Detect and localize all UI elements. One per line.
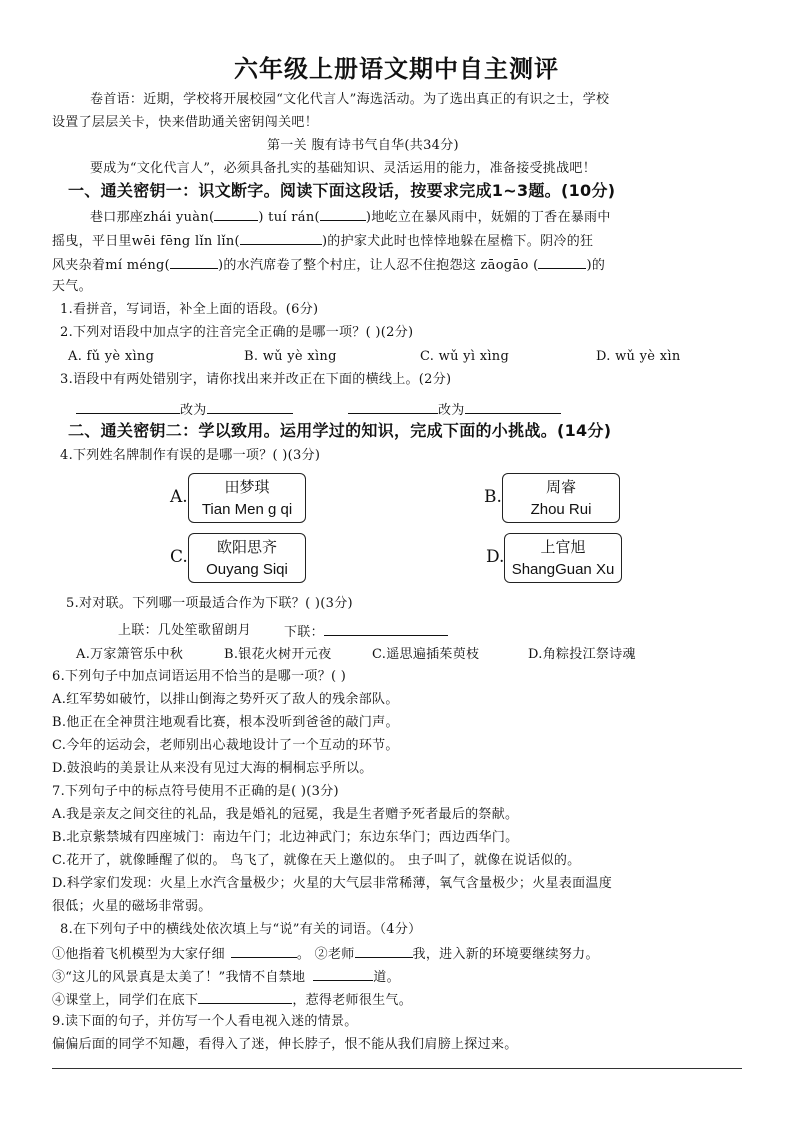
- para-text: )的护家犬此时也悻悻地躲在屋檐下。阴冷的狂: [321, 234, 594, 249]
- answer-blank[interactable]: [348, 399, 438, 414]
- q8-text: ③“这儿的风景真是太美了！”我情不自禁地: [52, 970, 306, 985]
- q7-option-c[interactable]: C.花开了，就像睡醒了似的。 鸟飞了，就像在天上邀似的。 虫子叫了，就像在说话似的。: [52, 853, 581, 868]
- q6-option-c[interactable]: C.今年的运动会，老师别出心裁地设计了一个互动的环节。: [52, 738, 399, 753]
- q2-option-c[interactable]: C. wǔ yì xìng: [420, 349, 510, 364]
- q8-line-1: [52, 943, 599, 965]
- card-chinese-name: 田梦琪: [224, 479, 270, 496]
- q2-option-b[interactable]: B. wǔ yè xìng: [244, 349, 337, 364]
- answer-blank[interactable]: [214, 206, 258, 221]
- question-1: 1.看拼音，写词语，补全上面的语段。(6分): [60, 302, 319, 317]
- q2-option-d[interactable]: D. wǔ yè xìn: [596, 349, 681, 364]
- question-7: 7.下列句子中的标点符号使用不正确的是( )(3分): [52, 784, 339, 799]
- answer-blank[interactable]: [324, 621, 448, 636]
- para-text: ) tuí rán(: [258, 210, 320, 225]
- para-text: 摇曳，平日里wēi fēng lǐn lǐn(: [52, 234, 240, 249]
- answer-blank[interactable]: [355, 943, 413, 958]
- answer-blank[interactable]: [320, 206, 366, 221]
- answer-blank[interactable]: [170, 254, 218, 269]
- q8-text: ，惹得老师很生气。: [292, 993, 413, 1008]
- question-6: 6.下列句子中加点词语运用不恰当的是哪一项？( ): [52, 669, 347, 684]
- answer-blank[interactable]: [538, 254, 586, 269]
- para-text: )的水汽席卷了整个村庄，让人忍不住抱怨这 zāogāo (: [218, 258, 539, 273]
- card-b-letter[interactable]: B.: [484, 487, 502, 507]
- para-text: )地屹立在暴风雨中，妩媚的丁香在暴雨中: [365, 210, 611, 225]
- card-chinese-name: 周睿: [545, 479, 576, 496]
- q2-option-a[interactable]: A. fǔ yè xìng: [68, 349, 155, 364]
- level1-heading: 第一关 腹有诗书气自华(共34分): [267, 138, 459, 153]
- q8-text: ①他指着飞机模型为大家仔细: [52, 947, 225, 962]
- question-8: 8.在下列句子中的横线处依次填上与“说”有关的词语。（4分）: [60, 922, 422, 937]
- question-2: 2.下列对语段中加点字的注音完全正确的是哪一项？( )(2分): [60, 325, 414, 340]
- card-pinyin: Zhou Rui: [530, 501, 592, 518]
- q8-text: ④课堂上，同学们在底下: [52, 993, 199, 1008]
- name-card-a[interactable]: [188, 473, 306, 523]
- question-4: 4.下列姓名牌制作有误的是哪一项？( )(3分): [60, 448, 321, 463]
- name-card-d[interactable]: [504, 533, 622, 583]
- q7-option-d[interactable]: D.科学家们发现：火星上水汽含量极少；火星的大气层非常稀薄，氧气含量极少；火星表面温度: [52, 876, 612, 891]
- answer-blank[interactable]: [313, 966, 373, 981]
- para-text: 巷口那座zhái yuàn(: [90, 210, 215, 225]
- q6-option-b[interactable]: B.他正在全神贯注地观看比赛，根本没听到爸爸的敲门声。: [52, 715, 399, 730]
- para-line-2: [52, 230, 593, 252]
- card-pinyin: Ouyang Siqi: [206, 561, 288, 578]
- q5-option-a[interactable]: A.万家箫管乐中秋: [76, 647, 184, 662]
- card-d-letter[interactable]: D.: [486, 547, 505, 567]
- fix-label: 改为: [180, 403, 207, 418]
- para-text: )的: [586, 258, 606, 273]
- answer-blank[interactable]: [240, 230, 322, 245]
- section1-heading: 一、通关密钥一：识文断字。阅读下面这段话，按要求完成1~3题。(10分): [68, 181, 616, 200]
- level1-note: 要成为“文化代言人”，必须具备扎实的基础知识、灵活运用的能力，准备接受挑战吧！: [90, 161, 596, 176]
- name-card-c[interactable]: [188, 533, 306, 583]
- para-text: 风夹杂着mí méng(: [52, 258, 171, 273]
- q5-option-b[interactable]: B.银花火树开元夜: [224, 647, 332, 662]
- q9-sentence: 偏偏后面的同学不知趣，看得入了迷，伸长脖子，恨不能从我们肩膀上探过来。: [52, 1037, 518, 1052]
- intro-line-1: 卷首语：近期，学校将开展校园“文化代言人”海选活动。为了选出真正的有识之士，学校: [90, 92, 610, 107]
- answer-line[interactable]: [52, 1068, 742, 1069]
- couplet-lower: [284, 621, 448, 643]
- answer-blank[interactable]: [76, 399, 180, 414]
- card-pinyin: Tian Men g qi: [201, 501, 293, 518]
- q5-option-c[interactable]: C.遥思遍插茱萸枝: [372, 647, 480, 662]
- para-line-3: [52, 254, 605, 276]
- question-3: 3.语段中有两处错别字，请你找出来并改正在下面的横线上。(2分): [60, 372, 452, 387]
- q8-line-3: [52, 989, 412, 1011]
- name-card-b[interactable]: [502, 473, 620, 523]
- para-line-4: 天气。: [52, 279, 92, 294]
- question-9: 9.读下面的句子，并仿写一个人看电视入迷的情景。: [52, 1014, 358, 1029]
- answer-blank[interactable]: [465, 399, 561, 414]
- q7-option-a[interactable]: A.我是亲友之间交往的礼品，我是婚礼的冠冕，我是生者赠予死者最后的祭献。: [52, 807, 519, 822]
- fix-label: 改为: [438, 403, 465, 418]
- q8-text: 。 ②老师: [296, 947, 355, 962]
- q8-text: 道。: [373, 970, 400, 985]
- answer-blank[interactable]: [198, 989, 292, 1004]
- intro-line-2: 设置了层层关卡，快来借助通关密钥闯关吧！: [52, 115, 319, 130]
- q8-line-2: [52, 966, 400, 988]
- q6-option-d[interactable]: D.鼓浪屿的美景让从来没有见过大海的桐桐忘乎所以。: [52, 761, 373, 776]
- q7-option-b[interactable]: B.北京紫禁城有四座城门：南边午门；北边神武门；东边东华门；西边西华门。: [52, 830, 519, 845]
- card-pinyin: ShangGuan Xu: [511, 561, 615, 578]
- card-c-letter[interactable]: C.: [170, 547, 188, 567]
- section2-heading: 二、通关密钥二：学以致用。运用学过的知识，完成下面的小挑战。(14分): [68, 421, 612, 440]
- q5-option-d[interactable]: D.角粽投江祭诗魂: [528, 647, 636, 662]
- page-title: 六年级上册语文期中自主测评: [234, 55, 559, 83]
- q3-fix-line-1: [76, 399, 293, 421]
- card-chinese-name: 欧阳思齐: [216, 539, 277, 556]
- q8-text: 我，进入新的环境要继续努力。: [412, 947, 599, 962]
- q6-option-a[interactable]: A.红军势如破竹，以排山倒海之势歼灭了敌人的残余部队。: [52, 692, 399, 707]
- q7-option-d-cont: 很低；火星的磁场非常弱。: [52, 899, 212, 914]
- q3-fix-line-2: [348, 399, 561, 421]
- card-a-letter[interactable]: A.: [170, 487, 188, 507]
- couplet-upper: 上联：几处笙歌留朗月: [118, 623, 252, 638]
- answer-blank[interactable]: [231, 943, 297, 958]
- question-5: 5.对对联。下列哪一项最适合作为下联？( )(3分): [66, 596, 353, 611]
- couplet-lower-label: 下联：: [284, 625, 324, 640]
- para-line-1: [90, 206, 611, 228]
- answer-blank[interactable]: [207, 399, 293, 414]
- card-chinese-name: 上官旭: [540, 539, 586, 556]
